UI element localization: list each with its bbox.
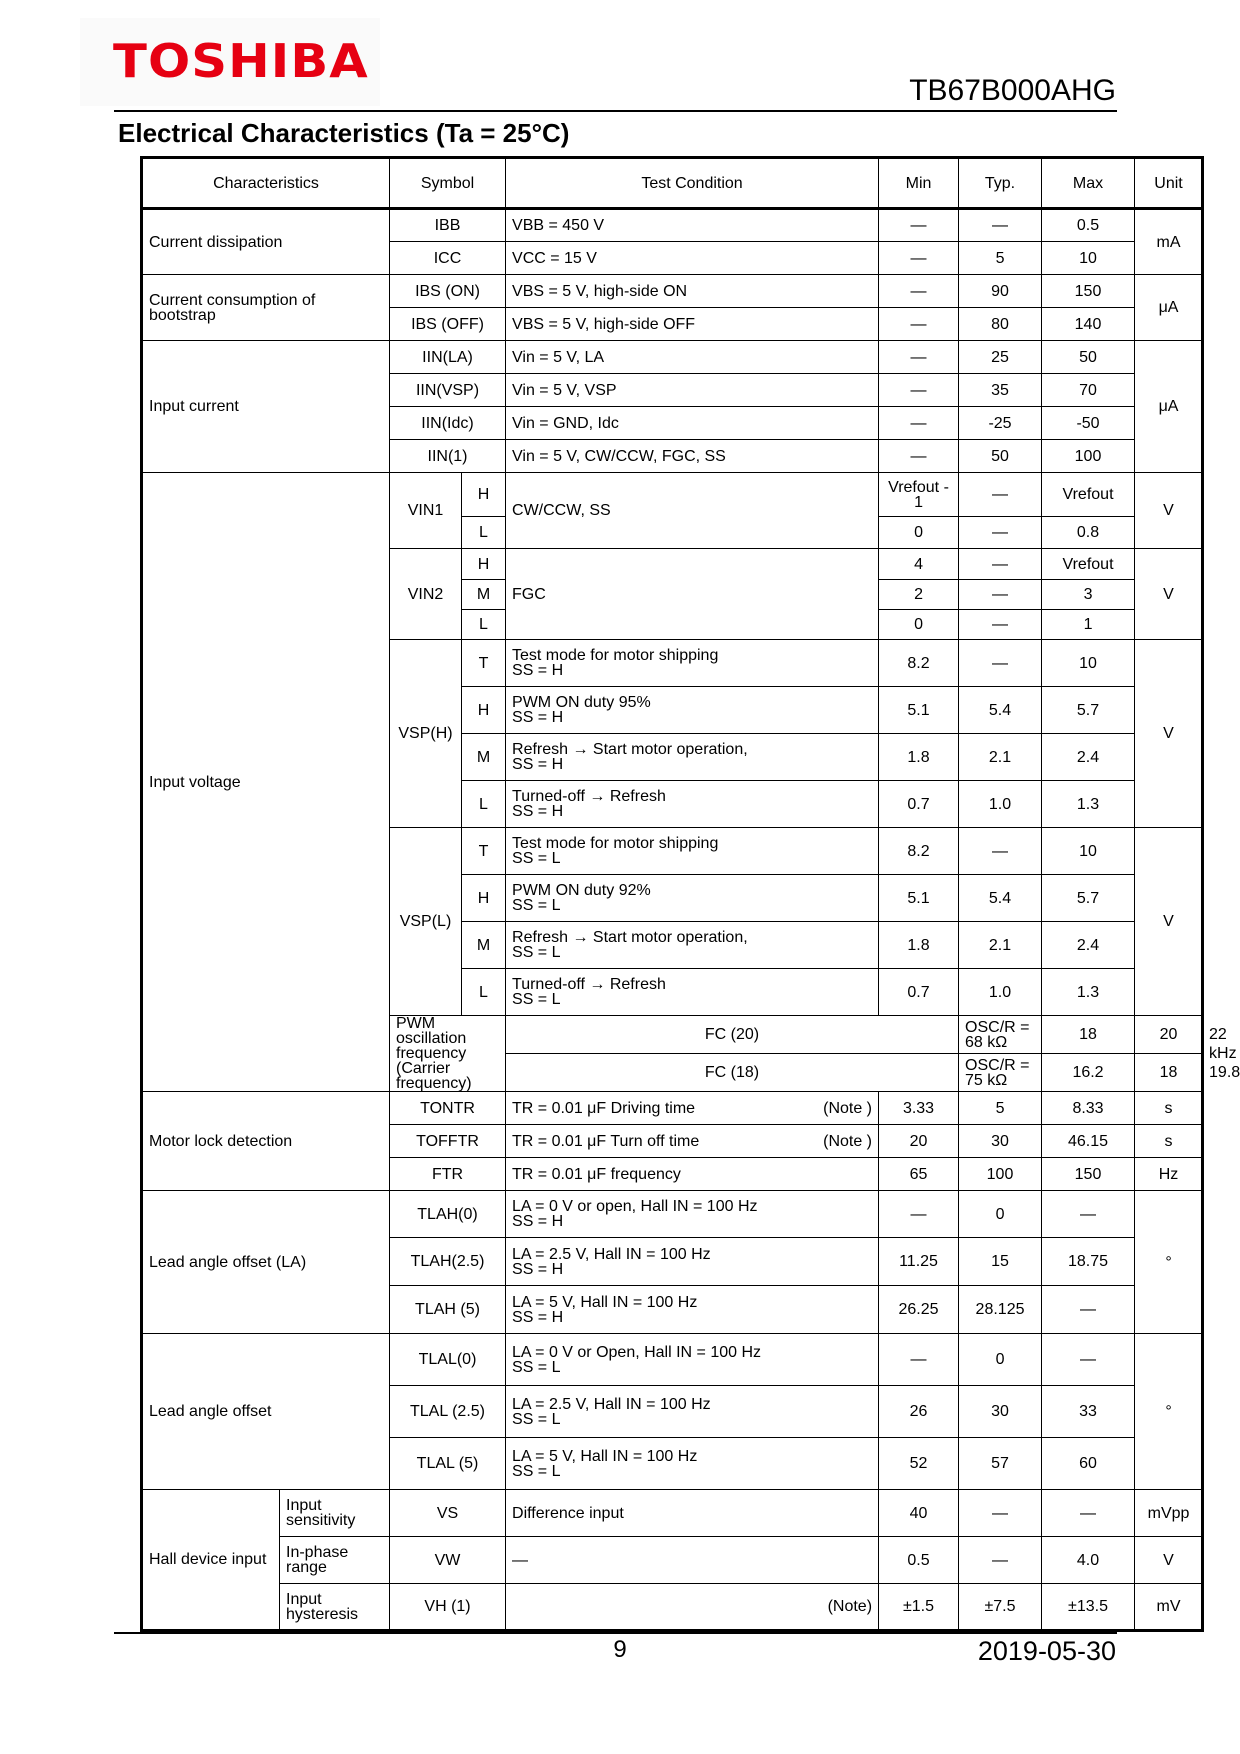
min-cell: 26	[879, 1386, 959, 1438]
level-cell: T	[462, 828, 506, 875]
condition-line: SS = L	[512, 850, 561, 867]
condition-cell: VBS = 5 V, high-side OFF	[506, 308, 879, 341]
typ-cell: 1.0	[959, 781, 1042, 828]
condition-line: Turned-off → Refresh	[512, 976, 666, 993]
max-cell: 5.7	[1042, 687, 1135, 734]
condition-cell: OSC/R = 68 kΩ	[959, 1016, 1042, 1054]
typ-cell: 15	[959, 1238, 1042, 1286]
min-cell: —	[879, 407, 959, 440]
max-cell: Vrefout	[1042, 473, 1135, 517]
min-cell: 40	[879, 1490, 959, 1537]
typ-cell: 5	[959, 242, 1042, 275]
header-row	[142, 158, 1203, 209]
min-cell: 8.2	[879, 640, 959, 687]
max-cell: 2.4	[1042, 922, 1135, 969]
condition-cell	[506, 1125, 879, 1158]
level-cell: T	[462, 640, 506, 687]
symbol-cell: TLAH(2.5)	[390, 1238, 506, 1286]
unit-cell: V	[1135, 1537, 1203, 1584]
condition-line: LA = 0 V or open, Hall IN = 100 Hz	[512, 1198, 758, 1215]
symbol-cell: IBS (ON)	[390, 275, 506, 308]
symbol-cell: TONTR	[390, 1092, 506, 1125]
char-label: Motor lock detection	[142, 1092, 390, 1191]
note-link: (Note )	[823, 1132, 873, 1150]
unit-cell: V	[1135, 640, 1203, 828]
unit-cell: mV	[1135, 1584, 1203, 1631]
table-row: PWM oscillation frequency (Carrier frequency) FC (20) OSC/R = 68 kΩ 18 20 22 kHz	[142, 1016, 1203, 1054]
symbol-cell: FTR	[390, 1158, 506, 1191]
condition-cell: VCC = 15 V	[506, 242, 879, 275]
condition-cell	[506, 828, 879, 875]
min-cell: 11.25	[879, 1238, 959, 1286]
header-divider	[114, 110, 1117, 112]
symbol-cell: IIN(1)	[390, 440, 506, 473]
condition-cell	[506, 1386, 879, 1438]
min-cell: 16.2	[1042, 1054, 1135, 1092]
condition-line: SS = H	[512, 803, 564, 820]
min-cell: 1.8	[879, 922, 959, 969]
min-cell: —	[879, 275, 959, 308]
typ-cell: 20	[1135, 1016, 1203, 1054]
max-cell: —	[1042, 1334, 1135, 1386]
level-cell: H	[462, 473, 506, 517]
typ-cell: —	[959, 549, 1042, 580]
char-label: Input voltage	[142, 473, 390, 1092]
min-cell: 65	[879, 1158, 959, 1191]
condition-cell: —	[506, 1537, 879, 1584]
condition-cell: Vin = 5 V, VSP	[506, 374, 879, 407]
min-cell: —	[879, 308, 959, 341]
max-cell: 150	[1042, 1158, 1135, 1191]
char-label	[390, 1016, 506, 1092]
max-cell: 8.33	[1042, 1092, 1135, 1125]
char-label: Current consumption of bootstrap	[142, 275, 390, 341]
max-cell: 70	[1042, 374, 1135, 407]
condition-cell: Vin = 5 V, CW/CCW, FGC, SS	[506, 440, 879, 473]
typ-cell: —	[959, 640, 1042, 687]
level-cell: L	[462, 781, 506, 828]
min-cell: 0.7	[879, 969, 959, 1016]
min-cell: 0.7	[879, 781, 959, 828]
symbol-cell: VW	[390, 1537, 506, 1584]
typ-cell: —	[959, 610, 1042, 640]
symbol-cell: IIN(Idc)	[390, 407, 506, 440]
max-cell: 46.15	[1042, 1125, 1135, 1158]
symbol-cell: TLAH(0)	[390, 1191, 506, 1238]
condition-cell	[506, 1438, 879, 1490]
unit-cell: °	[1135, 1191, 1203, 1334]
char-label-line: PWM oscillation frequency	[396, 1015, 467, 1062]
condition-line: SS = H	[512, 1260, 564, 1278]
condition-cell: VBB = 450 V	[506, 209, 879, 242]
symbol-cell: VSP(L)	[390, 828, 462, 1016]
typ-cell: 18	[1135, 1054, 1203, 1092]
table-row	[142, 209, 1203, 242]
symbol-cell: IBB	[390, 209, 506, 242]
unit-cell: mA	[1135, 209, 1203, 275]
table-row	[142, 1490, 1203, 1537]
max-cell: 60	[1042, 1438, 1135, 1490]
level-cell: M	[462, 734, 506, 781]
min-cell: 26.25	[879, 1286, 959, 1334]
condition-cell	[506, 687, 879, 734]
min-cell: —	[879, 1191, 959, 1238]
typ-cell: —	[959, 1490, 1042, 1537]
condition-line: SS = L	[512, 897, 561, 914]
max-cell: -50	[1042, 407, 1135, 440]
unit-cell: °	[1135, 1334, 1203, 1490]
condition-line: LA = 5 V, Hall IN = 100 Hz	[512, 1293, 698, 1311]
condition-line: SS = H	[512, 756, 564, 773]
typ-cell: —	[959, 580, 1042, 610]
condition-line: SS = H	[512, 662, 564, 679]
min-cell: —	[879, 1334, 959, 1386]
unit-cell: s	[1135, 1092, 1203, 1125]
condition-cell: Vin = GND, Idc	[506, 407, 879, 440]
table-row	[142, 473, 1203, 517]
max-cell: —	[1042, 1191, 1135, 1238]
typ-cell: 1.0	[959, 969, 1042, 1016]
char-label-line: (Carrier frequency)	[396, 1060, 472, 1092]
sub-label: Input sensitivity	[280, 1490, 390, 1537]
level-cell: L	[462, 969, 506, 1016]
table-row	[142, 1334, 1203, 1386]
condition-line: LA = 5 V, Hall IN = 100 Hz	[512, 1447, 698, 1465]
condition-line: LA = 2.5 V, Hall IN = 100 Hz	[512, 1245, 711, 1263]
min-cell: —	[879, 242, 959, 275]
char-label: Input current	[142, 341, 390, 473]
table-row	[142, 1092, 1203, 1125]
max-cell: 1.3	[1042, 781, 1135, 828]
symbol-cell: FC (20)	[506, 1016, 959, 1054]
typ-cell: 5.4	[959, 687, 1042, 734]
min-cell: —	[879, 374, 959, 407]
max-cell: 10	[1042, 828, 1135, 875]
min-cell: 0	[879, 610, 959, 640]
symbol-cell: TLAL (2.5)	[390, 1386, 506, 1438]
unit-cell: V	[1135, 549, 1203, 640]
min-cell: ±1.5	[879, 1584, 959, 1631]
typ-cell: 50	[959, 440, 1042, 473]
condition-line: SS = H	[512, 1308, 564, 1326]
symbol-cell: TLAH (5)	[390, 1286, 506, 1334]
max-cell: 1	[1042, 610, 1135, 640]
char-label: Current dissipation	[142, 209, 390, 275]
table-row: FC (18) OSC/R = 75 kΩ 16.2 18 19.8	[142, 1054, 1203, 1092]
toshiba-logo: TOSHIBA	[113, 34, 369, 88]
symbol-cell: VIN1	[390, 473, 462, 549]
condition-cell	[506, 1092, 879, 1125]
typ-cell: —	[959, 209, 1042, 242]
min-cell: 18	[1042, 1016, 1135, 1054]
min-cell: —	[879, 440, 959, 473]
condition-cell: VBS = 5 V, high-side ON	[506, 275, 879, 308]
header-max: Max	[1042, 158, 1135, 209]
table-row	[142, 1191, 1203, 1238]
unit-cell: s	[1135, 1125, 1203, 1158]
symbol-cell: IIN(LA)	[390, 341, 506, 374]
typ-cell: —	[959, 1537, 1042, 1584]
typ-cell: 30	[959, 1125, 1042, 1158]
condition-line: PWM ON duty 92%	[512, 882, 651, 899]
max-cell: 1.3	[1042, 969, 1135, 1016]
condition-cell: CW/CCW, SS	[506, 473, 879, 549]
condition-line: LA = 2.5 V, Hall IN = 100 Hz	[512, 1395, 711, 1413]
min-cell: 3.33	[879, 1092, 959, 1125]
unit-cell: μA	[1135, 275, 1203, 341]
max-cell: 50	[1042, 341, 1135, 374]
typ-cell: 28.125	[959, 1286, 1042, 1334]
min-cell: 20	[879, 1125, 959, 1158]
typ-cell: 2.1	[959, 922, 1042, 969]
typ-cell: 5	[959, 1092, 1042, 1125]
min-cell: 2	[879, 580, 959, 610]
page-number: 9	[613, 1636, 627, 1663]
note-link: (Note)	[827, 1598, 873, 1615]
max-cell: 3	[1042, 580, 1135, 610]
max-cell: Vrefout	[1042, 549, 1135, 580]
section-title: Electrical Characteristics (Ta = 25°C)	[118, 118, 570, 148]
condition-line: SS = L	[512, 991, 561, 1008]
min-cell: Vrefout - 1	[879, 473, 959, 517]
min-cell: 5.1	[879, 875, 959, 922]
max-cell: —	[1042, 1490, 1135, 1537]
header-typ: Typ.	[959, 158, 1042, 209]
condition-line: SS = L	[512, 1410, 561, 1428]
typ-cell: —	[959, 473, 1042, 517]
condition-line: PWM ON duty 95%	[512, 694, 651, 711]
symbol-cell: VSP(H)	[390, 640, 462, 828]
condition-line: Turned-off → Refresh	[512, 788, 666, 805]
condition-cell	[506, 969, 879, 1016]
level-cell: L	[462, 610, 506, 640]
max-cell: ±13.5	[1042, 1584, 1135, 1631]
condition-cell	[506, 1584, 879, 1631]
condition-line: SS = L	[512, 1358, 561, 1376]
min-cell: —	[879, 209, 959, 242]
max-cell: 140	[1042, 308, 1135, 341]
condition-line: SS = H	[512, 1213, 564, 1230]
condition-cell: FGC	[506, 549, 879, 640]
min-cell: 0.5	[879, 1537, 959, 1584]
condition-text: TR = 0.01 μF Driving time	[512, 1099, 696, 1117]
max-cell: 2.4	[1042, 734, 1135, 781]
unit-cell: mVpp	[1135, 1490, 1203, 1537]
unit-cell: μA	[1135, 341, 1203, 473]
min-cell: 4	[879, 549, 959, 580]
table-row	[142, 1584, 1203, 1631]
condition-line: SS = H	[512, 709, 564, 726]
note-link: (Note )	[823, 1099, 873, 1117]
symbol-cell: ICC	[390, 242, 506, 275]
condition-cell	[506, 875, 879, 922]
electrical-characteristics-table	[140, 156, 1240, 1632]
symbol-cell: FC (18)	[506, 1054, 959, 1092]
symbol-cell: IBS (OFF)	[390, 308, 506, 341]
sub-label: Input hysteresis	[280, 1584, 390, 1631]
condition-cell	[506, 1286, 879, 1334]
typ-cell: —	[959, 517, 1042, 549]
condition-cell	[506, 734, 879, 781]
header-unit: Unit	[1135, 158, 1203, 209]
max-cell: 100	[1042, 440, 1135, 473]
level-cell: H	[462, 549, 506, 580]
min-cell: 5.1	[879, 687, 959, 734]
max-cell: —	[1042, 1286, 1135, 1334]
symbol-cell: IIN(VSP)	[390, 374, 506, 407]
symbol-cell: TOFFTR	[390, 1125, 506, 1158]
header-characteristics: Characteristics	[142, 158, 390, 209]
symbol-cell: VIN2	[390, 549, 462, 640]
typ-cell: 5.4	[959, 875, 1042, 922]
condition-line: SS = L	[512, 1462, 561, 1480]
condition-cell	[506, 640, 879, 687]
condition-cell: Vin = 5 V, LA	[506, 341, 879, 374]
level-cell: M	[462, 922, 506, 969]
max-cell: 10	[1042, 242, 1135, 275]
min-cell: 8.2	[879, 828, 959, 875]
symbol-cell: TLAL (5)	[390, 1438, 506, 1490]
level-cell: H	[462, 687, 506, 734]
condition-line: Test mode for motor shipping	[512, 835, 719, 852]
level-cell: H	[462, 875, 506, 922]
max-cell: 33	[1042, 1386, 1135, 1438]
max-cell: 0.8	[1042, 517, 1135, 549]
condition-cell	[506, 1191, 879, 1238]
condition-cell: OSC/R = 75 kΩ	[959, 1054, 1042, 1092]
condition-text: TR = 0.01 μF Turn off time	[512, 1132, 700, 1150]
symbol-cell: VH (1)	[390, 1584, 506, 1631]
table-row	[142, 275, 1203, 308]
min-cell: 1.8	[879, 734, 959, 781]
typ-cell: 100	[959, 1158, 1042, 1191]
typ-cell: 0	[959, 1334, 1042, 1386]
min-cell: 52	[879, 1438, 959, 1490]
sub-label: In-phase range	[280, 1537, 390, 1584]
condition-line: LA = 0 V or Open, Hall IN = 100 Hz	[512, 1343, 762, 1361]
condition-cell	[506, 922, 879, 969]
unit-cell: V	[1135, 828, 1203, 1016]
typ-cell: 57	[959, 1438, 1042, 1490]
table-row	[142, 1537, 1203, 1584]
typ-cell: 80	[959, 308, 1042, 341]
typ-cell: —	[959, 828, 1042, 875]
header-min: Min	[879, 158, 959, 209]
typ-cell: 35	[959, 374, 1042, 407]
typ-cell: 2.1	[959, 734, 1042, 781]
typ-cell: 0	[959, 1191, 1042, 1238]
condition-line: Test mode for motor shipping	[512, 647, 719, 664]
max-cell: 10	[1042, 640, 1135, 687]
part-number: TB67B000AHG	[909, 74, 1116, 107]
max-cell: 150	[1042, 275, 1135, 308]
char-label: Lead angle offset	[142, 1334, 390, 1490]
footer-divider	[114, 1632, 1117, 1634]
typ-cell: 90	[959, 275, 1042, 308]
typ-cell: 25	[959, 341, 1042, 374]
typ-cell: 30	[959, 1386, 1042, 1438]
unit-cell: Hz	[1135, 1158, 1203, 1191]
level-cell: L	[462, 517, 506, 549]
char-label: Lead angle offset (LA)	[142, 1191, 390, 1334]
condition-cell	[506, 1238, 879, 1286]
condition-line: Refresh → Start motor operation,	[512, 929, 748, 946]
condition-cell	[506, 1334, 879, 1386]
max-cell: 18.75	[1042, 1238, 1135, 1286]
level-cell: M	[462, 580, 506, 610]
condition-line: SS = L	[512, 944, 561, 961]
header-test-condition: Test Condition	[506, 158, 879, 209]
symbol-cell: VS	[390, 1490, 506, 1537]
condition-cell: Difference input	[506, 1490, 879, 1537]
min-cell: 0	[879, 517, 959, 549]
publish-date: 2019-05-30	[977, 1636, 1116, 1666]
max-cell: 0.5	[1042, 209, 1135, 242]
typ-cell: ±7.5	[959, 1584, 1042, 1631]
condition-line: Refresh → Start motor operation,	[512, 741, 748, 758]
char-label: Hall device input	[142, 1490, 280, 1631]
max-cell: 5.7	[1042, 875, 1135, 922]
typ-cell: -25	[959, 407, 1042, 440]
unit-cell: V	[1135, 473, 1203, 549]
condition-cell: TR = 0.01 μF frequency	[506, 1158, 879, 1191]
symbol-cell: TLAL(0)	[390, 1334, 506, 1386]
min-cell: —	[879, 341, 959, 374]
table-row	[142, 341, 1203, 374]
condition-cell	[506, 781, 879, 828]
max-cell: 4.0	[1042, 1537, 1135, 1584]
header-symbol: Symbol	[390, 158, 506, 209]
